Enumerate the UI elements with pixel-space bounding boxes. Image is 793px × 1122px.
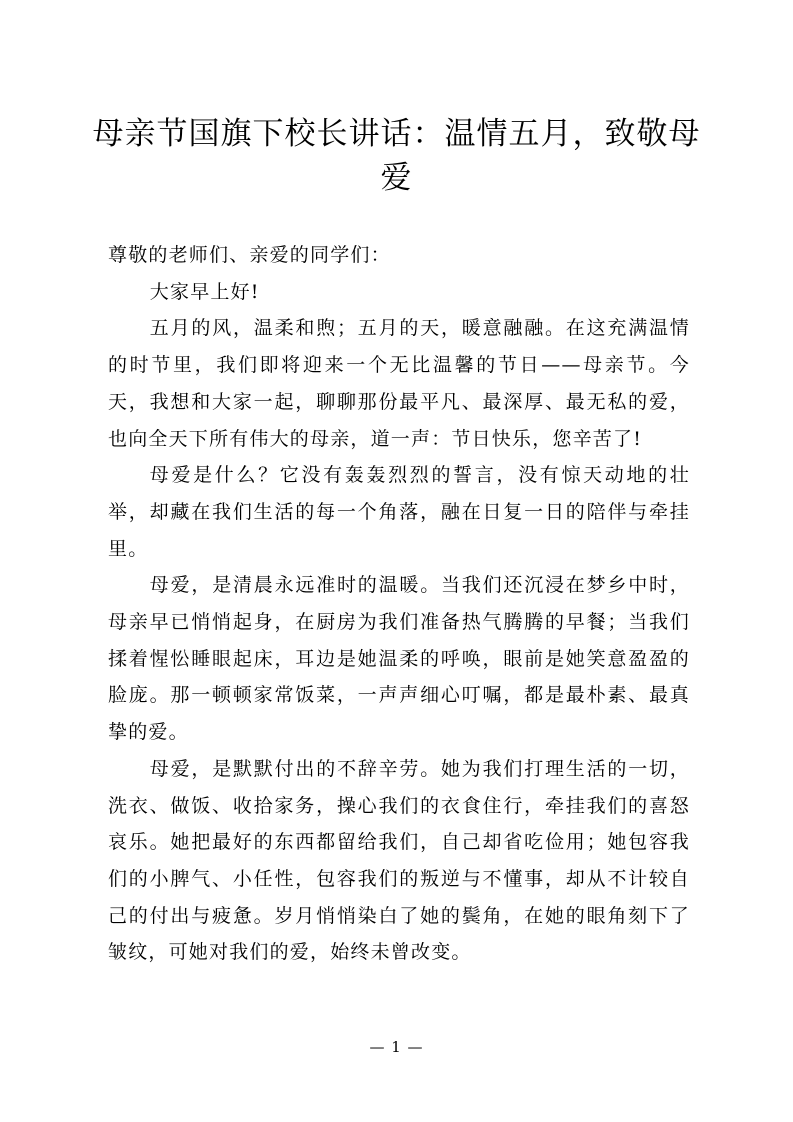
document-body bbox=[108, 237, 690, 971]
paragraph: 五月的风，温柔和煦；五月的天，暖意融融。在这充满温情的时节里，我们即将迎来一个无比温馨的节日——母亲节。今天，我想和大家一起，聊聊那份最平凡、最深厚、最无私的爱，也向全天下所有伟大的母亲，道一声：节日快乐，您辛苦了! bbox=[108, 317, 690, 450]
greeting: 大家早上好! bbox=[149, 280, 260, 303]
paragraph: 母爱，是默默付出的不辞辛劳。她为我们打理生活的一切，洗衣、做饭、收拾家务，操心我们的衣食住行，牵挂我们的喜怒哀乐。她把最好的东西都留给我们，自己却省吃俭用；她包容我们的小脾气、小任性，包容我们的叛逆与不懂事，却从不计较自己的付出与疲惫。岁月悄悄染白了她的鬓角，在她的眼角刻下了皱纹，可她对我们的爱，始终未曾改变。 bbox=[108, 757, 690, 964]
document-title: 母亲节国旗下校长讲话：温情五月，致敬母爱 bbox=[92, 116, 701, 196]
salutation: 尊敬的老师们、亲爱的同学们： bbox=[108, 244, 391, 266]
paragraph: 母爱，是清晨永远准时的温暖。当我们还沉浸在梦乡中时，母亲早已悄悄起身，在厨房为我们准备热气腾腾的早餐；当我们揉着惺忪睡眼起床，耳边是她温柔的呼唤，眼前是她笑意盈盈的脸庞。那一顿顿家常饭菜，一声声细心叮嘱，都是最朴素、最真挚的爱。 bbox=[108, 574, 690, 744]
page-number: — 1 — bbox=[369, 1038, 424, 1056]
paragraph: 母爱是什么？它没有轰轰烈烈的誓言，没有惊天动地的壮举，却藏在我们生活的每一个角落，融在日复一日的陪伴与牵挂里。 bbox=[108, 464, 690, 560]
